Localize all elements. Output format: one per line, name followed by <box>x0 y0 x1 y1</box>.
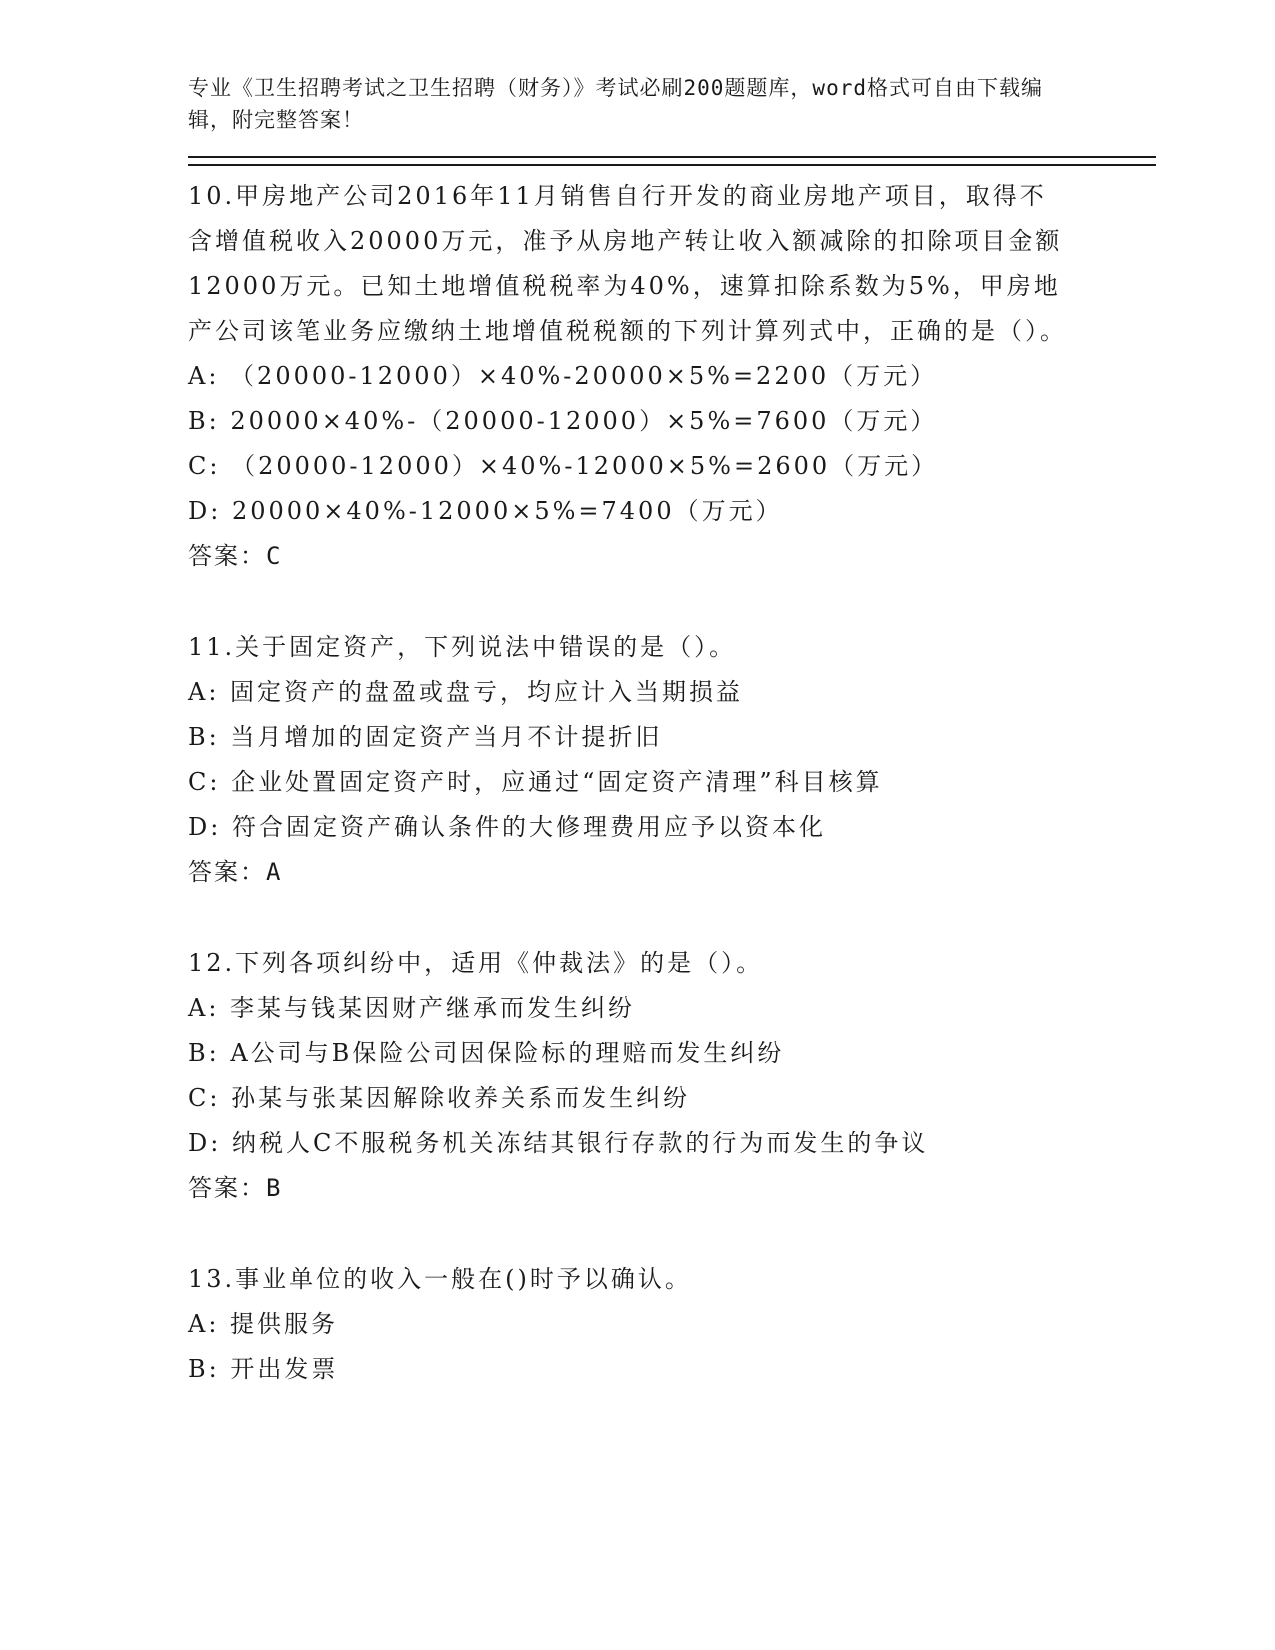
option-a: A: 李某与钱某因财产继承而发生纠纷 <box>188 994 636 1022</box>
option-a: A: 固定资产的盘盈或盘亏，均应计入当期损益 <box>188 678 744 706</box>
document-page <box>188 72 1156 1392</box>
option-b: B: 20000×40%-（20000-12000）×5%=7600（万元） <box>188 407 938 435</box>
option-b: B: 开出发票 <box>188 1355 339 1383</box>
header-divider <box>188 156 1156 166</box>
question-text: 10.甲房地产公司2016年11月销售自行开发的商业房地产项目，取得不含增值税收入20000万元，准予从房地产转让收入额减除的扣除项目金额12000万元。已知土地增值税税率为40%，速算扣除系数为5%，甲房地产公司该笔业务应缴纳土地增值税税额的下列计算列式中，正确的是（）。 <box>188 182 1067 345</box>
answer-label: 答案：C <box>188 542 283 570</box>
question-11 <box>188 625 1156 895</box>
option-b: B: 当月增加的固定资产当月不计提折旧 <box>188 723 663 751</box>
option-a: A: 提供服务 <box>188 1310 339 1338</box>
document-header: 专业《卫生招聘考试之卫生招聘（财务）》考试必刷200题题库，word格式可自由下载编辑，附完整答案！ <box>188 76 1043 132</box>
question-text: 13.事业单位的收入一般在()时予以确认。 <box>188 1265 692 1293</box>
option-c: C: （20000-12000）×40%-12000×5%=2600（万元） <box>188 452 939 480</box>
option-d: D: 符合固定资产确认条件的大修理费用应予以资本化 <box>188 813 826 841</box>
question-10 <box>188 174 1156 579</box>
question-text: 12.下列各项纠纷中，适用《仲裁法》的是（）。 <box>188 949 764 977</box>
option-a: A: （20000-12000）×40%-20000×5%=2200（万元） <box>188 362 938 390</box>
question-12 <box>188 941 1156 1211</box>
answer-label: 答案：A <box>188 858 283 886</box>
option-d: D: 20000×40%-12000×5%=7400（万元） <box>188 497 783 525</box>
option-d: D: 纳税人C不服税务机关冻结其银行存款的行为而发生的争议 <box>188 1129 929 1157</box>
answer-label: 答案：B <box>188 1174 283 1202</box>
option-b: B: A公司与B保险公司因保险标的理赔而发生纠纷 <box>188 1039 785 1067</box>
option-c: C: 孙某与张某因解除收养关系而发生纠纷 <box>188 1084 691 1112</box>
option-c: C: 企业处置固定资产时，应通过“固定资产清理”科目核算 <box>188 768 883 796</box>
question-text: 11.关于固定资产，下列说法中错误的是（）。 <box>188 633 737 661</box>
question-13 <box>188 1257 1156 1392</box>
